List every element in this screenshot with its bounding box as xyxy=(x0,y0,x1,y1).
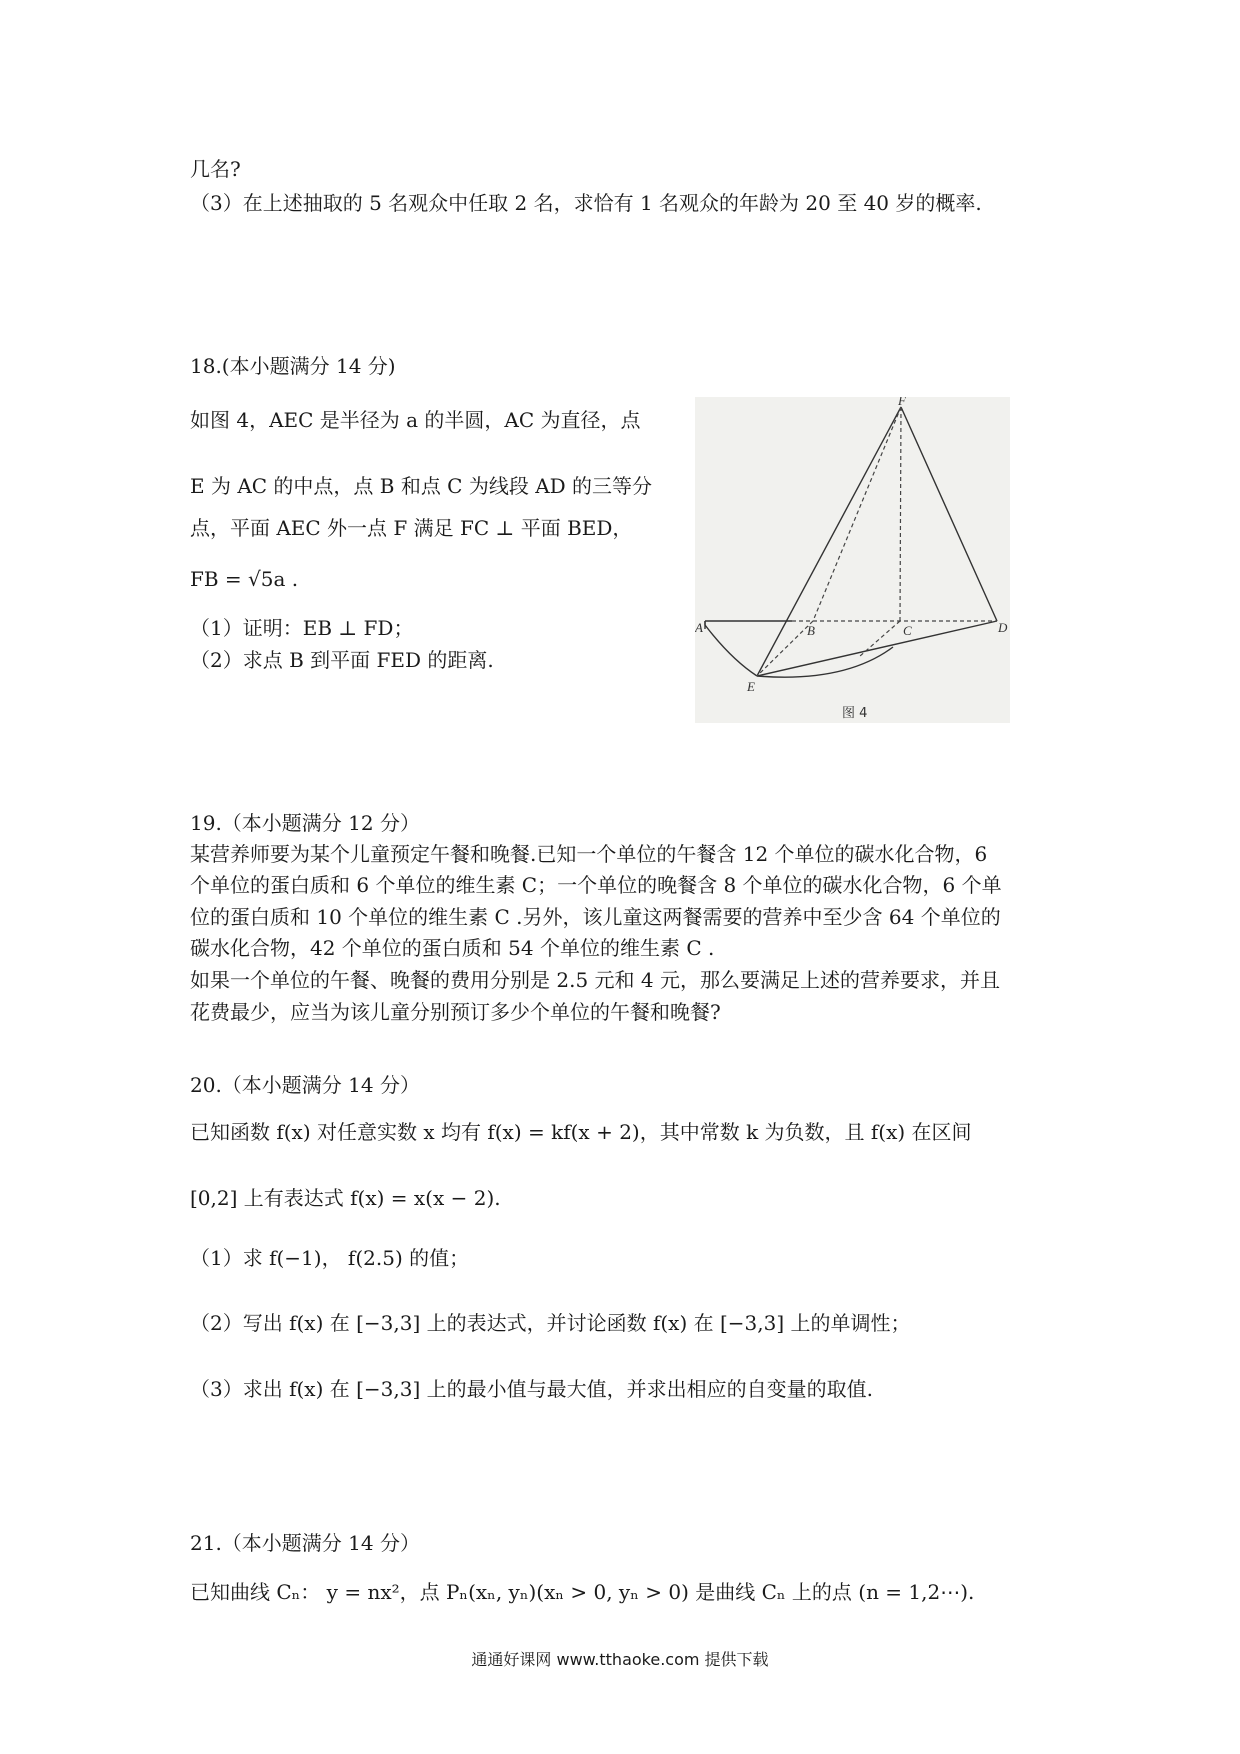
q18-header: 18.(本小题满分 14 分) xyxy=(190,354,396,378)
q17-line2: （3）在上述抽取的 5 名观众中任取 2 名，求恰有 1 名观众的年龄为 20 至 40 岁的概率. xyxy=(190,191,982,215)
q21-line1: 已知曲线 Cₙ： y = nx²，点 Pₙ(xₙ, yₙ)(xₙ > 0, yₙ > 0) 是曲线 Cₙ 上的点 (n = 1,2⋯). xyxy=(190,1580,975,1604)
q19-line1: 某营养师要为某个儿童预定午餐和晚餐.已知一个单位的午餐含 12 个单位的碳水化合物，6 xyxy=(190,842,988,866)
q20-part2: （2）写出 f(x) 在 [−3,3] 上的表达式，并讨论函数 f(x) 在 [−3,3] 上的单调性； xyxy=(190,1311,911,1335)
q20-part1: （1）求 f(−1)， f(2.5) 的值； xyxy=(190,1246,470,1270)
q18-part2: （2）求点 B 到平面 FED 的距离. xyxy=(190,648,494,672)
q19-line2: 个单位的蛋白质和 6 个单位的维生素 C；一个单位的晚餐含 8 个单位的碳水化合物，6 个单 xyxy=(190,873,1002,897)
label-e: E xyxy=(747,679,755,694)
label-a: A xyxy=(695,620,703,635)
q20-part3: （3）求出 f(x) 在 [−3,3] 上的最小值与最大值，并求出相应的自变量的取值. xyxy=(190,1377,873,1401)
q18-text1: 如图 4，AEC 是半径为 a 的半圆，AC 为直径，点 xyxy=(190,408,641,432)
segment-fe xyxy=(757,407,901,676)
semicircle-right-arc xyxy=(757,647,893,677)
q19-header: 19.（本小题满分 12 分） xyxy=(190,811,420,835)
segment-fc-dashed xyxy=(900,407,901,621)
q19-line6: 花费最少，应当为该儿童分别预订多少个单位的午餐和晚餐? xyxy=(190,1000,721,1024)
q19-line3: 位的蛋白质和 10 个单位的维生素 C .另外，该儿童这两餐需要的营养中至少含 64 个单位的 xyxy=(190,905,1001,929)
segment-ec-dashed xyxy=(860,621,900,656)
figure-4-diagram xyxy=(695,397,1010,723)
q20-header: 20.（本小题满分 14 分） xyxy=(190,1073,420,1097)
q18-part1: （1）证明：EB ⊥ FD； xyxy=(190,616,414,640)
segment-ed xyxy=(757,621,997,676)
q18-text4: FB = √5a . xyxy=(190,567,299,591)
page-footer: 通通好课网 www.tthaoke.com 提供下载 xyxy=(471,1650,769,1669)
q19-line4: 碳水化合物，42 个单位的蛋白质和 54 个单位的维生素 C . xyxy=(190,936,715,960)
q21-header: 21.（本小题满分 14 分） xyxy=(190,1531,420,1555)
q20-line1: 已知函数 f(x) 对任意实数 x 均有 f(x) = kf(x + 2)，其中常数 k 为负数，且 f(x) 在区间 xyxy=(190,1120,972,1144)
figure-4 xyxy=(695,397,1010,723)
q18-text3: 点，平面 AEC 外一点 F 满足 FC ⊥ 平面 BED， xyxy=(190,516,633,540)
label-c: C xyxy=(903,623,912,638)
q20-line2: [0,2] 上有表达式 f(x) = x(x − 2). xyxy=(190,1186,501,1210)
q19-line5: 如果一个单位的午餐、晚餐的费用分别是 2.5 元和 4 元，那么要满足上述的营养要求，并且 xyxy=(190,968,1000,992)
label-b: B xyxy=(807,623,815,638)
q18-text2: E 为 AC 的中点，点 B 和点 C 为线段 AD 的三等分 xyxy=(190,474,653,498)
segment-eb-dashed xyxy=(757,621,813,676)
label-d: D xyxy=(998,620,1008,635)
figure-caption: 图 4 xyxy=(842,706,868,721)
label-f: F xyxy=(898,397,906,408)
q17-line1: 几名? xyxy=(190,157,241,181)
semicircle-left-arc xyxy=(705,621,757,676)
segment-fb-dashed xyxy=(813,407,901,621)
segment-fd xyxy=(901,407,997,621)
